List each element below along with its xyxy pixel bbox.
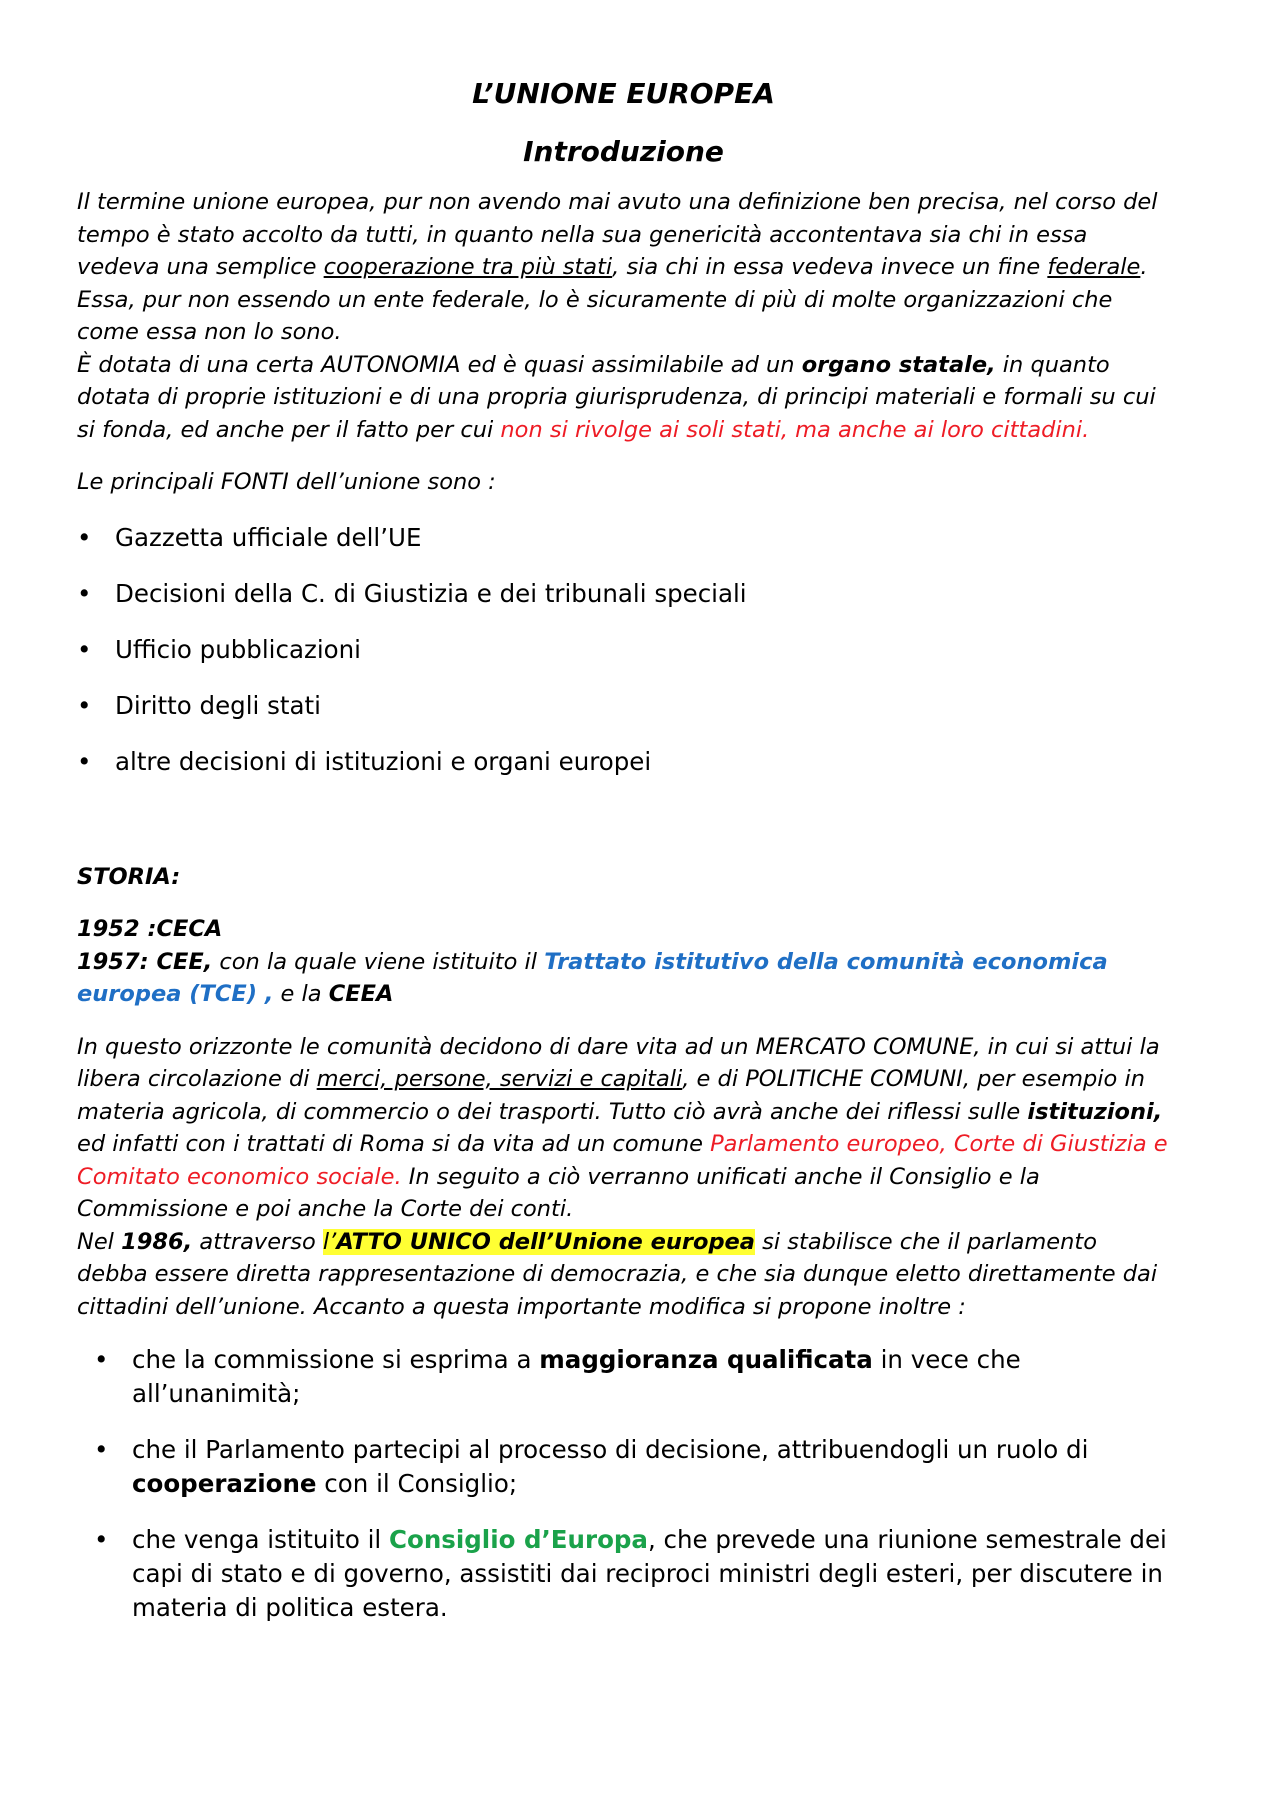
section-subtitle: Introduzione [523, 135, 724, 168]
intro-paragraph-2 [77, 349, 1170, 447]
bold-text: ATTO UNICO dell’Unione europea [336, 1228, 755, 1255]
text-run: si stabilisce che il parlamento debba essere diretta rappresentazione di democrazia, e che sia dunque eletto direttamente dai cittadini dell’unione. Accanto a questa importante modifica si propone inoltre : [77, 1228, 1158, 1320]
text-run: , che prevede una riunione semestrale dei capi di stato e di governo, assistiti dai reciproci ministri degli esteri, per discutere in materia di politica estera. [132, 1525, 1167, 1622]
text-run: È dotata di una certa AUTONOMIA ed è quasi assimilabile ad un [77, 351, 802, 378]
list-item-text: Ufficio pubblicazioni [115, 634, 361, 664]
list-item [77, 745, 1170, 779]
highlighted-text [323, 1229, 755, 1255]
bold-text: istituzioni, [1027, 1098, 1163, 1125]
red-text: non si rivolge ai soli stati, ma anche ai loro cittadini. [500, 416, 1090, 443]
storia-paragraph-mercato [77, 1031, 1170, 1226]
fonti-intro: Le principali FONTI dell’unione sono : [77, 469, 496, 495]
green-text: Consiglio d’Europa [389, 1525, 648, 1554]
bold-text: 1986, [121, 1228, 193, 1255]
text-run: che venga istituito il [132, 1525, 390, 1554]
text-run: con il Consiglio; [316, 1469, 518, 1498]
text-run: e la [273, 981, 329, 1007]
list-item [77, 1433, 1170, 1501]
text-run: Il termine unione europea, pur non avendo mai avuto una definizione ben precisa, nel corso del tempo è stato accolto da tutti, in quanto nella sua genericità accontentava sia chi in essa vedeva una semplice [77, 189, 1158, 280]
text-run: attraverso [192, 1228, 323, 1255]
storia-1952: 1952 :CECA [77, 916, 223, 942]
text-run: Nel [77, 1228, 122, 1255]
text-run: In questo orizzonte le comunità decidono di dare vita ad un MERCATO COMUNE, in cui si attui la libera circolazione di [77, 1033, 1160, 1092]
text-run: ed infatti con i trattati di Roma si da vita ad un comune [77, 1131, 711, 1157]
bullet-icon: • [77, 690, 92, 720]
text-run: , sia chi in essa vedeva invece un fine [612, 254, 1048, 280]
intro-paragraph-1 [77, 186, 1170, 349]
list-item-text: Decisioni della C. di Giustizia e dei tribunali speciali [115, 578, 747, 608]
bold-text: cooperazione [132, 1469, 317, 1498]
underlined-text: merci, persone, servizi e capitali [316, 1066, 683, 1092]
list-item [77, 633, 1170, 667]
underlined-text: federale [1047, 254, 1141, 280]
bullet-icon: • [94, 1345, 109, 1374]
list-item [77, 1343, 1170, 1411]
bullet-icon: • [77, 634, 92, 664]
storia-paragraph-1986 [77, 1226, 1170, 1324]
document-title: L’UNIONE EUROPEA [472, 77, 775, 110]
bold-text: 1957: CEE, [77, 948, 213, 975]
bold-text: CEEA [328, 981, 394, 1007]
list-item [77, 689, 1170, 723]
list-item [77, 521, 1170, 555]
list-item [77, 577, 1170, 611]
bullet-icon: • [77, 522, 92, 552]
text-run: In seguito a ciò verranno unificati anche il Consiglio e la Commissione e poi anche la Corte dei conti. [77, 1163, 1040, 1222]
text-run: che il Parlamento partecipi al processo di decisione, attribuendogli un ruolo di [132, 1435, 1089, 1464]
list-item [77, 1523, 1170, 1625]
modifiche-list [77, 1343, 1170, 1625]
bold-text: organo statale, [801, 351, 996, 378]
bold-text: maggioranza qualificata [539, 1345, 873, 1374]
text-run: in vece che all’unanimità; [132, 1345, 1021, 1408]
list-item-text: Diritto degli stati [115, 690, 321, 720]
underlined-text: cooperazione tra più stati [323, 254, 613, 280]
text-run: , e di POLITICHE COMUNI, per esempio in materia agricola, di commercio o dei trasporti. Tutto ciò avrà anche dei riflessi sulle [77, 1066, 1145, 1125]
list-item-text: Gazzetta ufficiale dell’UE [115, 522, 422, 552]
text-run: . Essa, pur non essendo un ente federale, lo è sicuramente di più di molte organizzazioni che come essa non lo sono. [77, 254, 1148, 345]
bullet-icon: • [94, 1435, 109, 1464]
bullet-icon: • [94, 1525, 109, 1554]
bullet-icon: • [77, 578, 92, 608]
fonti-list [77, 521, 1170, 779]
text-run: in quanto dotata di proprie istituzioni e di una propria giurisprudenza, di principi materiali e formali su cui si fonda, ed anche per il fatto per cui [77, 351, 1156, 443]
storia-heading: STORIA: [77, 863, 181, 890]
bullet-icon: • [77, 746, 92, 776]
storia-1957 [77, 946, 1170, 1011]
red-text: Parlamento europeo, Corte di Giustizia e Comitato economico sociale. [77, 1131, 1168, 1190]
text-run: l’ [322, 1228, 337, 1255]
blue-text: Trattato istitutivo della comunità economica europea (TCE) , [77, 948, 1108, 1007]
list-item-text: altre decisioni di istituzioni e organi europei [115, 746, 652, 776]
text-run: con la quale viene istituito il [212, 948, 545, 975]
text-run: che la commissione si esprima a [132, 1345, 540, 1374]
